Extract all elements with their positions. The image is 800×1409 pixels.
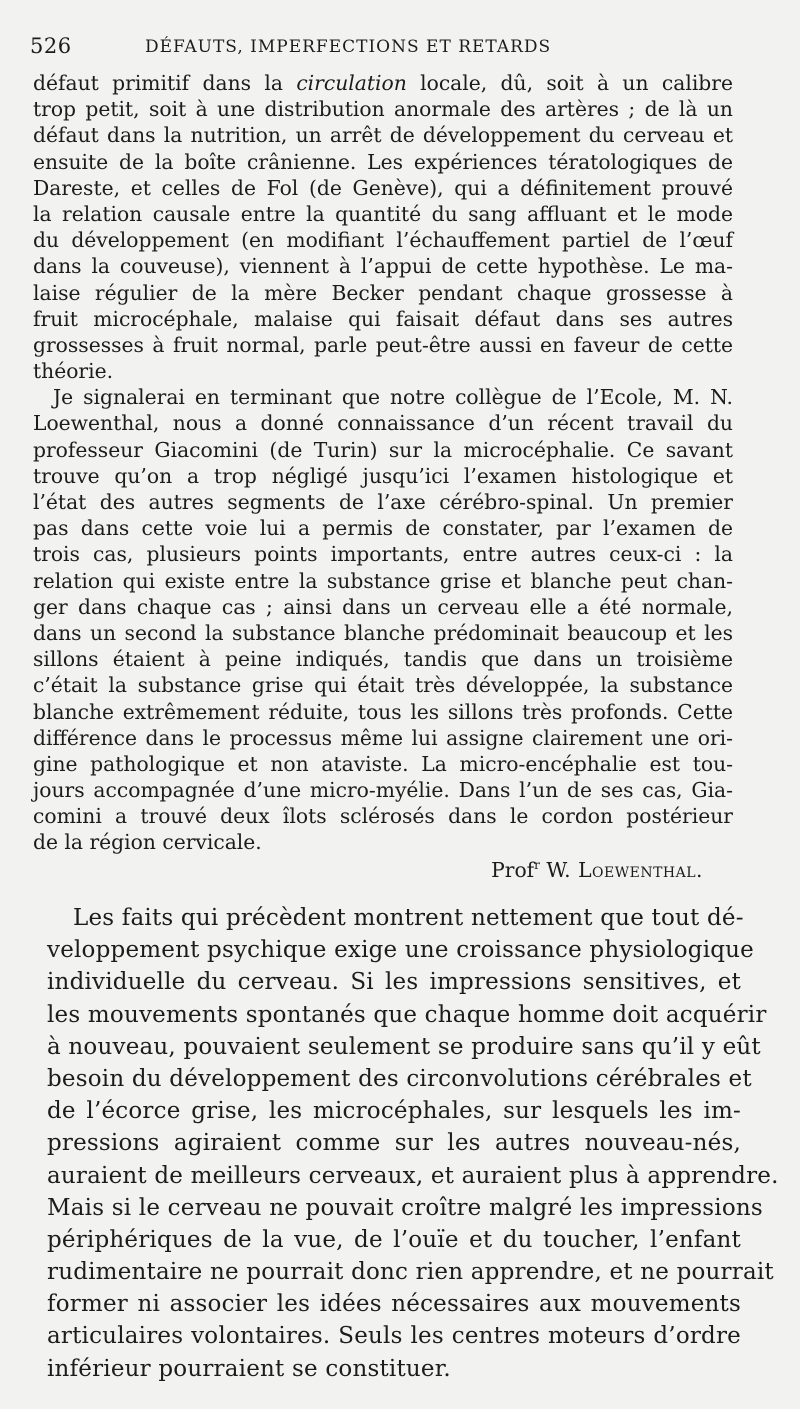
text-line: blanche extrêmement réduite, tous les sillons très profonds. Cette bbox=[33, 699, 733, 724]
text-line: grossesses à fruit normal, parle peut-être aussi en faveur de cette bbox=[33, 332, 733, 357]
running-title: DÉFAUTS, IMPERFECTIONS ET RETARDS bbox=[145, 37, 552, 57]
text-line: articulaires volontaires. Seuls les centres moteurs d’ordre bbox=[47, 1323, 741, 1350]
text-line: fruit microcéphale, malaise qui faisait défaut dans ses autres bbox=[33, 306, 733, 331]
text-line: auraient de meilleurs cerveaux, et auraient plus à apprendre. bbox=[47, 1162, 779, 1189]
text-line: Loewenthal, nous a donné connaissance d’un récent travail du bbox=[33, 411, 733, 436]
page-number: 526 bbox=[30, 34, 72, 58]
text-line: Je signalerai en terminant que notre collègue de l’Ecole, M. N. bbox=[53, 385, 733, 410]
text-line: périphériques de la vue, de l’ouïe et du toucher, l’enfant bbox=[47, 1226, 741, 1253]
quoted-letter bbox=[33, 70, 733, 883]
text-line: veloppement psychique exige une croissance physiologique bbox=[47, 937, 754, 964]
text-line: du développement (en modifiant l’échauffement partiel de l’œuf bbox=[33, 228, 733, 253]
text-line: les mouvements spontanés que chaque homme doit acquérir bbox=[47, 1001, 767, 1028]
text-line: trouve qu’on a trop négligé jusqu’ici l’examen histologique et bbox=[33, 463, 733, 488]
text-line: besoin du développement des circonvolutions cérébrales et bbox=[47, 1065, 752, 1092]
text-line: inférieur pourraient se constituer. bbox=[47, 1355, 451, 1382]
text-line: c’était la substance grise qui était très développée, la substance bbox=[33, 673, 733, 698]
text-line: ger dans chaque cas ; ainsi dans un cerveau elle a été normale, bbox=[33, 594, 733, 619]
running-head bbox=[30, 34, 780, 64]
text-line: défaut primitif dans la circulation locale, dû, soit à un calibre bbox=[33, 71, 733, 95]
text-line: ensuite de la boîte crânienne. Les expériences tératologiques de bbox=[33, 149, 733, 174]
text-line: à nouveau, pouvaient seulement se produire sans qu’il y eût bbox=[47, 1033, 761, 1060]
text-line: gine pathologique et non ataviste. La micro-encéphalie est tou- bbox=[33, 751, 733, 776]
text-line: Mais si le cerveau ne pouvait croître malgré les impressions bbox=[47, 1194, 763, 1221]
text-line: la relation causale entre la quantité du sang affluant et le mode bbox=[33, 201, 733, 226]
text-line: de la région cervicale. bbox=[33, 830, 262, 855]
text-line: professeur Giacomini (de Turin) sur la microcéphalie. Ce savant bbox=[33, 437, 733, 462]
text-line: relation qui existe entre la substance grise et blanche peut chan- bbox=[33, 568, 733, 593]
text-line: pressions agiraient comme sur les autres nouveau-nés, bbox=[47, 1130, 741, 1157]
text-line: théorie. bbox=[33, 359, 114, 384]
text-line: trop petit, soit à une distribution anormale des artères ; de là un bbox=[33, 97, 733, 122]
text-line: de l’écorce grise, les microcéphales, sur lesquels les im- bbox=[47, 1098, 741, 1125]
text-line: différence dans le processus même lui assigne clairement une ori- bbox=[33, 725, 733, 750]
signature: Prof$^r$ W. Loewenthal. bbox=[491, 857, 703, 882]
text-line: Les faits qui précèdent montrent nettement que tout dé- bbox=[73, 905, 744, 931]
text-line: rudimentaire ne pourrait donc rien apprendre, et ne pourrait bbox=[47, 1259, 774, 1286]
text-line: individuelle du cerveau. Si les impressions sensitives, et bbox=[47, 969, 741, 996]
text-line: laise régulier de la mère Becker pendant chaque grossesse à bbox=[33, 280, 733, 305]
body-paragraph bbox=[47, 902, 779, 1385]
text-line: jours accompagnée d’une micro-myélie. Dans l’un de ses cas, Gia- bbox=[33, 778, 733, 803]
text-line: Dareste, et celles de Fol (de Genève), qui a définitement prouvé bbox=[33, 175, 733, 200]
italic-word: circulation bbox=[296, 71, 407, 95]
text-line: dans la couveuse), viennent à l’appui de cette hypothèse. Le ma- bbox=[33, 254, 733, 279]
text-line: dans un second la substance blanche prédominait beaucoup et les bbox=[33, 620, 733, 645]
text-line: former ni associer les idées nécessaires aux mouvements bbox=[47, 1291, 741, 1318]
text-line: sillons étaient à peine indiqués, tandis que dans un troisième bbox=[33, 647, 733, 672]
text-line: défaut dans la nutrition, un arrêt de développement du cerveau et bbox=[33, 123, 733, 148]
text-line: pas dans cette voie lui a permis de constater, par l’examen de bbox=[33, 516, 733, 541]
text-line: l’état des autres segments de l’axe cérébro-spinal. Un premier bbox=[33, 490, 733, 514]
signature-name: W. Loewenthal. bbox=[546, 857, 703, 882]
text-line: comini a trouvé deux îlots sclérosés dans le cordon postérieur bbox=[33, 804, 733, 829]
text-line: trois cas, plusieurs points importants, entre autres ceux-ci : la bbox=[33, 542, 733, 567]
